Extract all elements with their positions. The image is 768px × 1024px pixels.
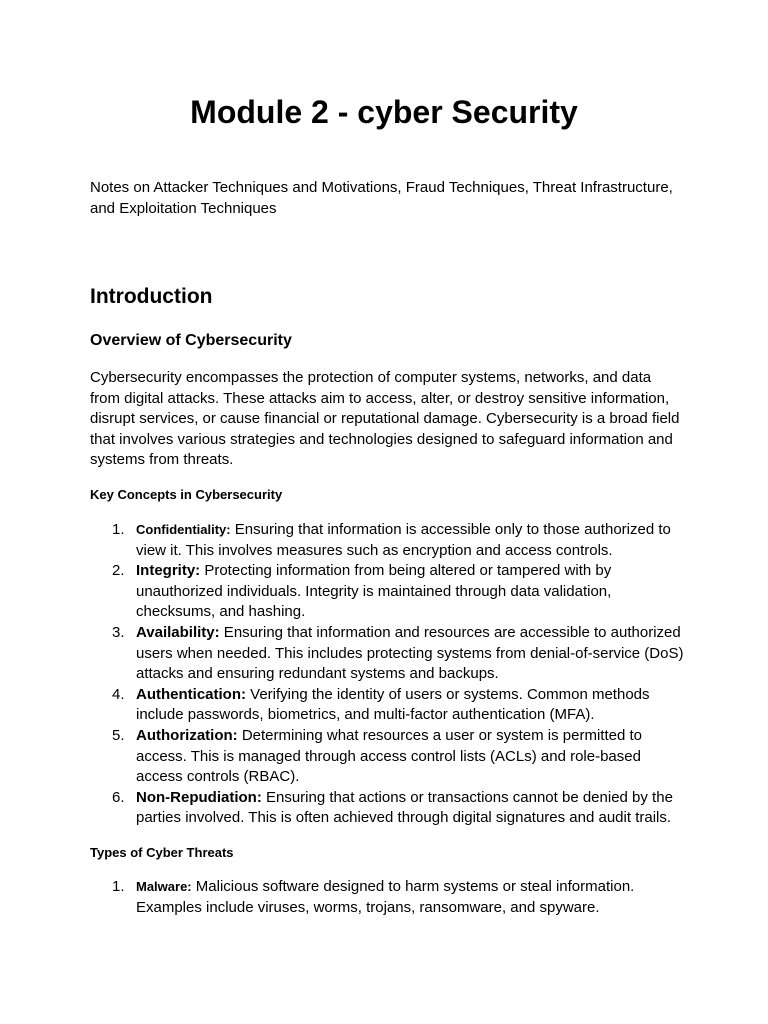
document-title: Module 2 - cyber Security — [190, 94, 578, 130]
list-number: 4. — [112, 685, 125, 703]
list-item — [90, 726, 690, 788]
list-number: 5. — [112, 726, 125, 744]
list-item — [90, 623, 690, 685]
list-text: Protecting information from being altered or tampered with by unauthorized individuals. Integrity is maintained through data validation, checksums, and hashing. — [136, 562, 612, 621]
list-text: Ensuring that information is accessible only to those authorized to view it. This involves measures such as encryption and access controls. — [136, 521, 671, 559]
overview-paragraph: Cybersecurity encompasses the protection of computer systems, networks, and data from digital attacks. These attacks aim to access, alter, or destroy sensitive information, disrupt services, or cause financial or reputational damage. Cybersecurity is a broad field that involves various strategies and technologies designed to safeguard information and systems from threats. — [90, 369, 680, 469]
subsection-heading-overview: Overview of Cybersecurity — [90, 332, 292, 349]
list-item — [90, 877, 690, 918]
list-term: Non-Repudiation: — [136, 788, 262, 806]
threat-types-heading: Types of Cyber Threats — [90, 845, 234, 860]
list-term: Integrity: — [136, 562, 201, 580]
document-subtitle: Notes on Attacker Techniques and Motivations, Fraud Techniques, Threat Infrastructure, and Exploitation Techniques — [90, 179, 673, 217]
list-number: 2. — [112, 562, 125, 580]
list-number: 3. — [112, 623, 125, 641]
list-number: 1. — [112, 521, 125, 538]
list-term: Availability: — [136, 623, 220, 641]
threat-types-list — [90, 877, 690, 918]
list-text: Ensuring that information and resources are accessible to authorized users when needed. This includes protecting systems from denial-of-service (DoS) attacks and ensuring redundant systems and backups. — [136, 623, 684, 683]
list-item — [90, 788, 690, 829]
key-concepts-heading: Key Concepts in Cybersecurity — [90, 487, 283, 502]
list-term: Authorization: — [136, 726, 238, 744]
list-text: Verifying the identity of users or systems. Common methods include passwords, biometrics, and multi-factor authentication (MFA). — [136, 685, 650, 724]
list-number: 6. — [112, 788, 125, 806]
section-heading-introduction: Introduction — [90, 285, 213, 308]
list-text: Determining what resources a user or system is permitted to access. This is managed through access control lists (ACLs) and role-based access controls (RBAC). — [136, 726, 642, 786]
key-concepts-list — [90, 520, 690, 829]
list-item — [90, 685, 690, 726]
list-item — [90, 561, 690, 623]
list-number: 1. — [112, 878, 125, 895]
list-item — [90, 520, 690, 561]
list-text: Ensuring that actions or transactions cannot be denied by the parties involved. This is often achieved through digital signatures and audit trails. — [136, 788, 673, 827]
list-term: Authentication: — [136, 685, 246, 703]
list-term: Confidentiality: — [136, 522, 231, 537]
list-term: Malware: — [136, 879, 192, 894]
list-text: Malicious software designed to harm systems or steal information. Examples include viruses, worms, trojans, ransomware, and spyware. — [136, 878, 635, 916]
